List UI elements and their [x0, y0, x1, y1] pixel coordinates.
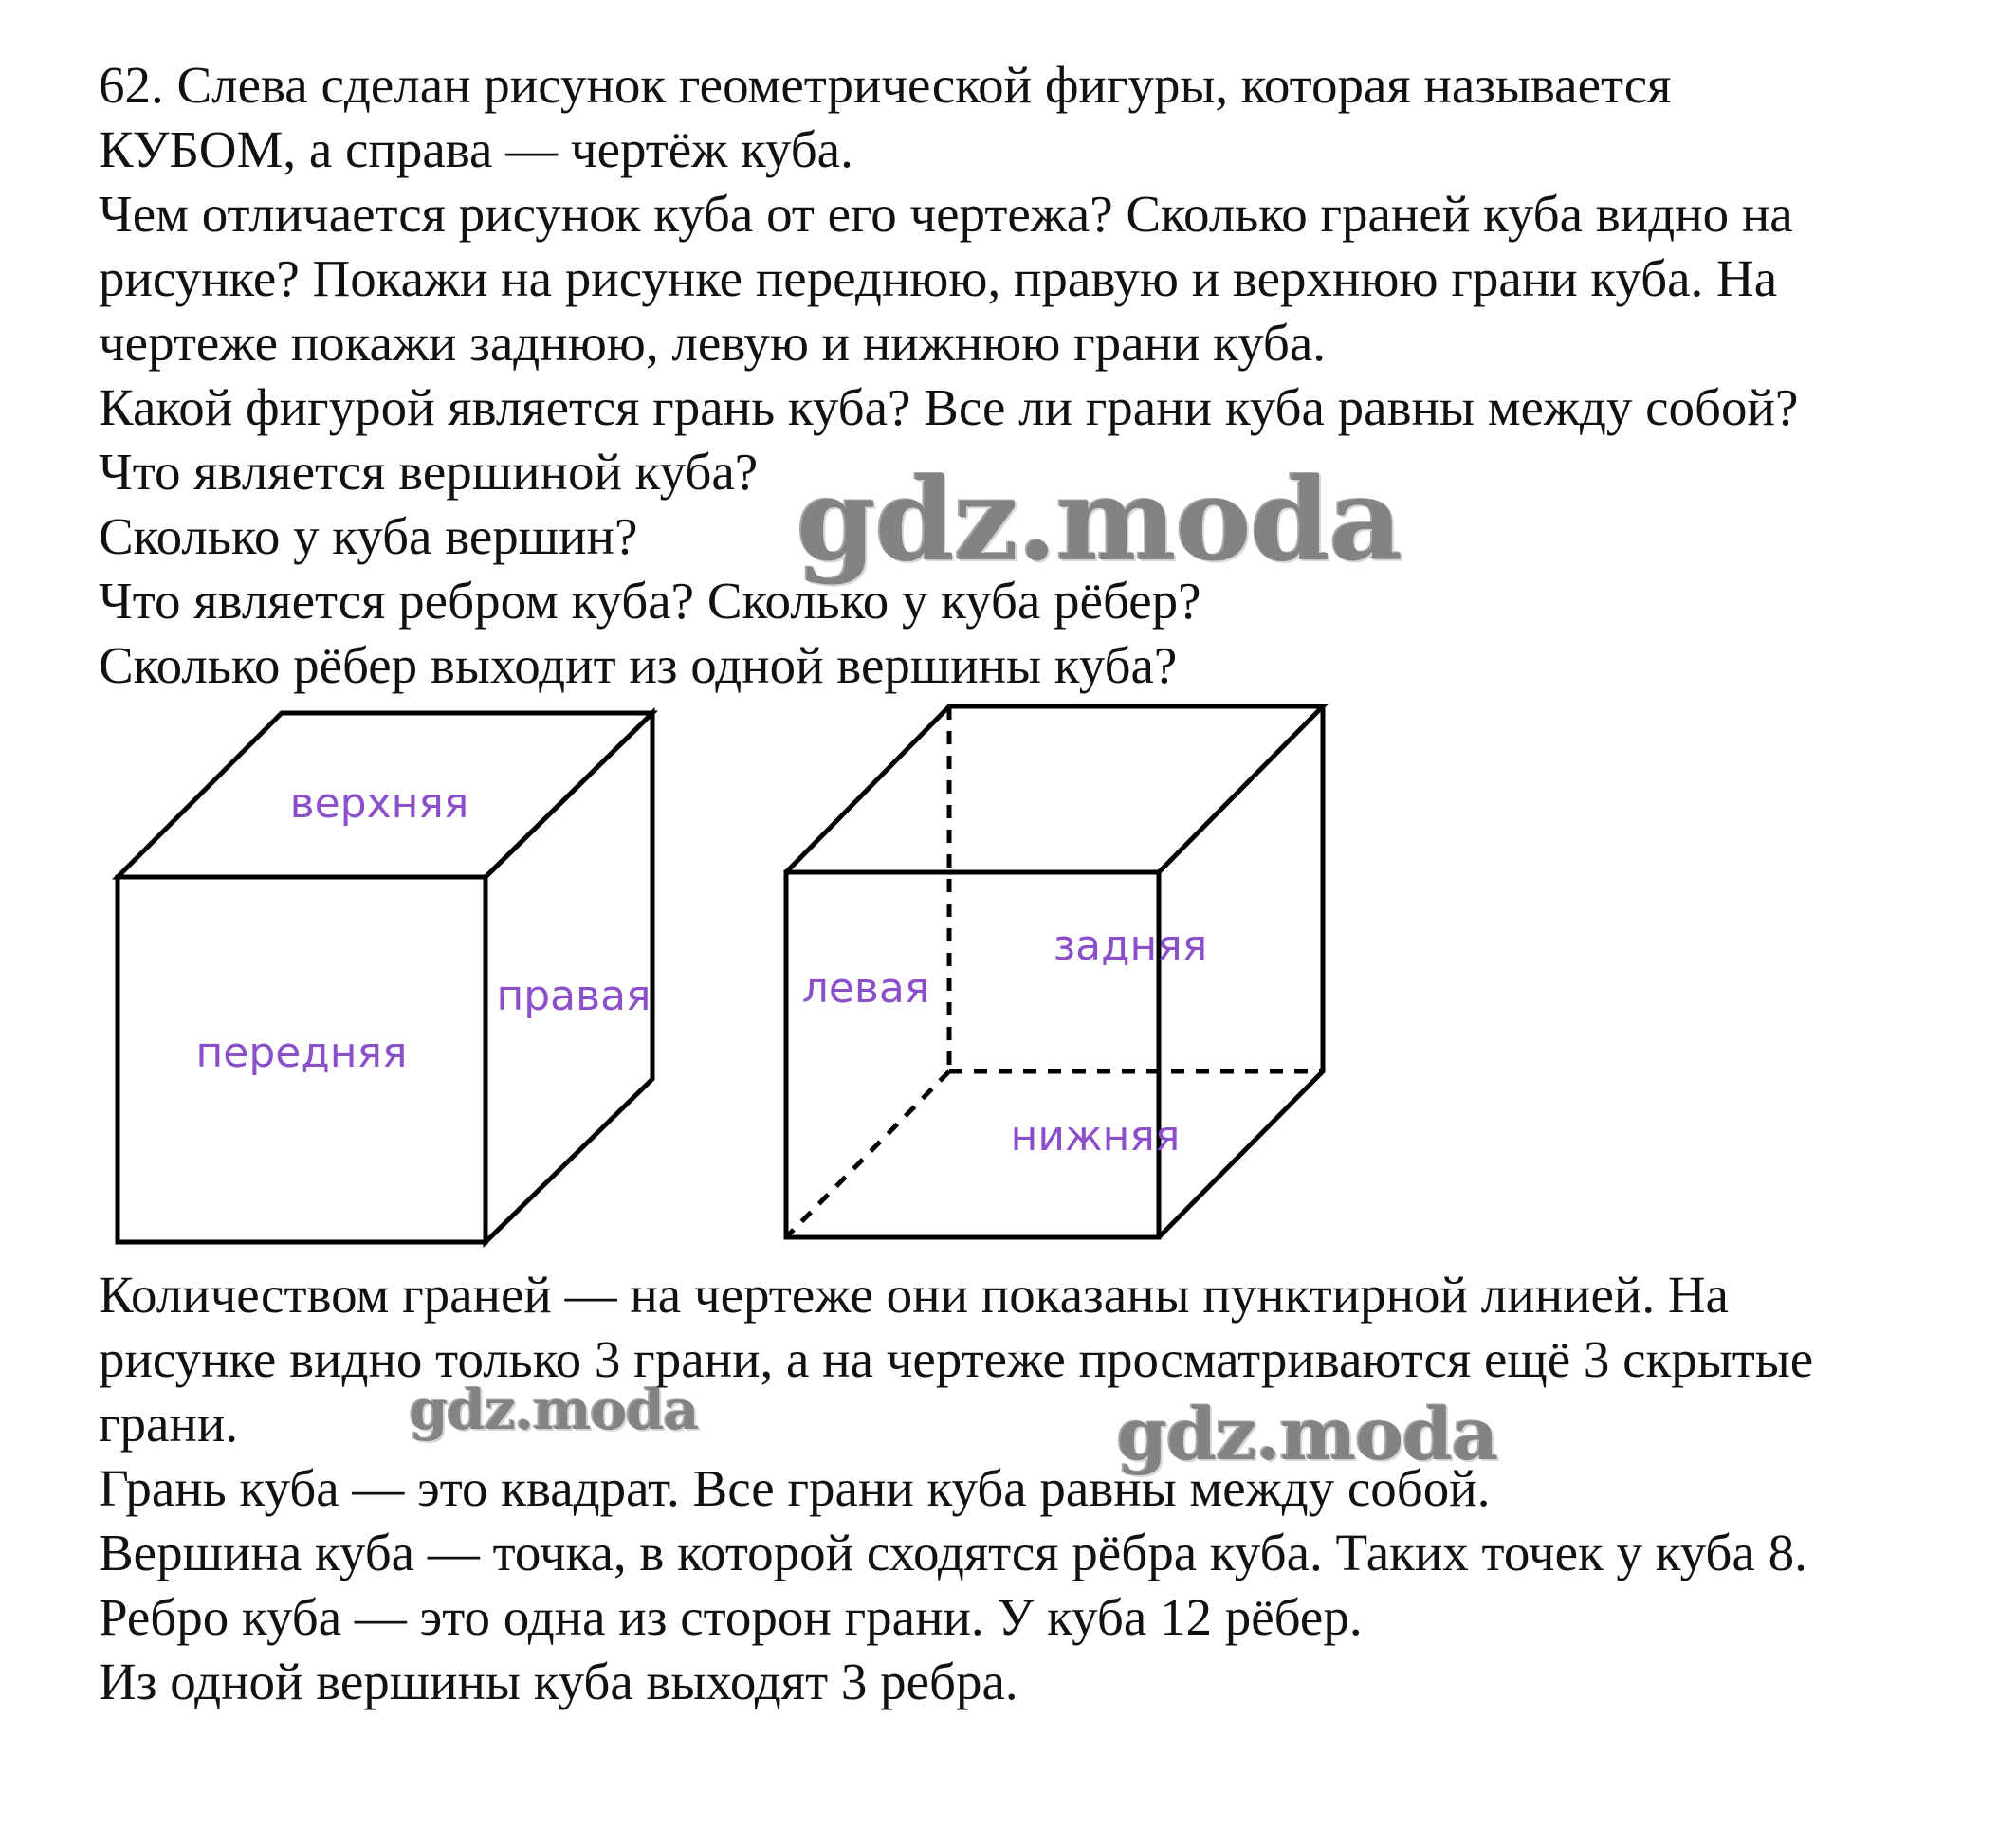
question-line: Чем отличается рисунок куба от его чертежа? Сколько граней куба видно на	[99, 185, 1793, 243]
label-bottom-face: нижняя	[1010, 1112, 1181, 1161]
cube-blueprint-figure	[773, 697, 1342, 1266]
answer-line: рисунке видно только 3 грани, а на чертеже просматриваются ещё 3 скрытые	[99, 1330, 1814, 1388]
watermark: gdz.moda	[410, 1378, 699, 1442]
question-line: 62. Слева сделан рисунок геометрической фигуры, которая называется	[99, 56, 1672, 114]
answer-line: Грань куба — это квадрат. Все грани куба равны между собой.	[99, 1459, 1491, 1517]
answer-line: Из одной вершины куба выходят 3 ребра.	[99, 1653, 1018, 1710]
question-line: Сколько у куба вершин?	[99, 507, 638, 565]
question-line: Что является вершиной куба?	[99, 443, 759, 501]
answer-line: грани.	[99, 1395, 239, 1453]
answer-line: Ребро куба — это одна из сторон грани. У куба 12 рёбер.	[99, 1588, 1363, 1646]
hidden-diagonal-edge	[786, 1071, 949, 1237]
question-line: рисунке? Покажи на рисунке переднюю, правую и верхнюю грани куба. На	[99, 249, 1778, 307]
label-left-face: левая	[801, 964, 930, 1013]
answer-line: Количеством граней — на чертеже они показаны пунктирной линией. На	[99, 1266, 1729, 1324]
watermark: gdz.moda	[797, 453, 1402, 587]
question-line: чертеже покажи заднюю, левую и нижнюю грани куба.	[99, 314, 1327, 372]
question-line: Сколько рёбер выходит из одной вершины куба?	[99, 636, 1178, 694]
answer-line: Вершина куба — точка, в которой сходятся рёбра куба. Таких точек у куба 8.	[99, 1524, 1807, 1581]
question-line: Что является ребром куба? Сколько у куба рёбер?	[99, 572, 1201, 630]
question-line: КУБОМ, а справа — чертёж куба.	[99, 120, 853, 178]
label-top-face: верхняя	[289, 779, 469, 828]
question-text	[99, 53, 1986, 698]
label-front-face: передняя	[195, 1029, 408, 1077]
label-back-face: задняя	[1053, 922, 1208, 970]
label-right-face: правая	[496, 972, 651, 1020]
blueprint-top-edges	[786, 706, 1323, 872]
answer-text	[99, 1263, 1986, 1714]
watermark: gdz.moda	[1117, 1392, 1498, 1476]
question-line: Какой фигурой является грань куба? Все ли грани куба равны между собой?	[99, 378, 1799, 436]
cube-drawing-figure	[104, 702, 673, 1270]
